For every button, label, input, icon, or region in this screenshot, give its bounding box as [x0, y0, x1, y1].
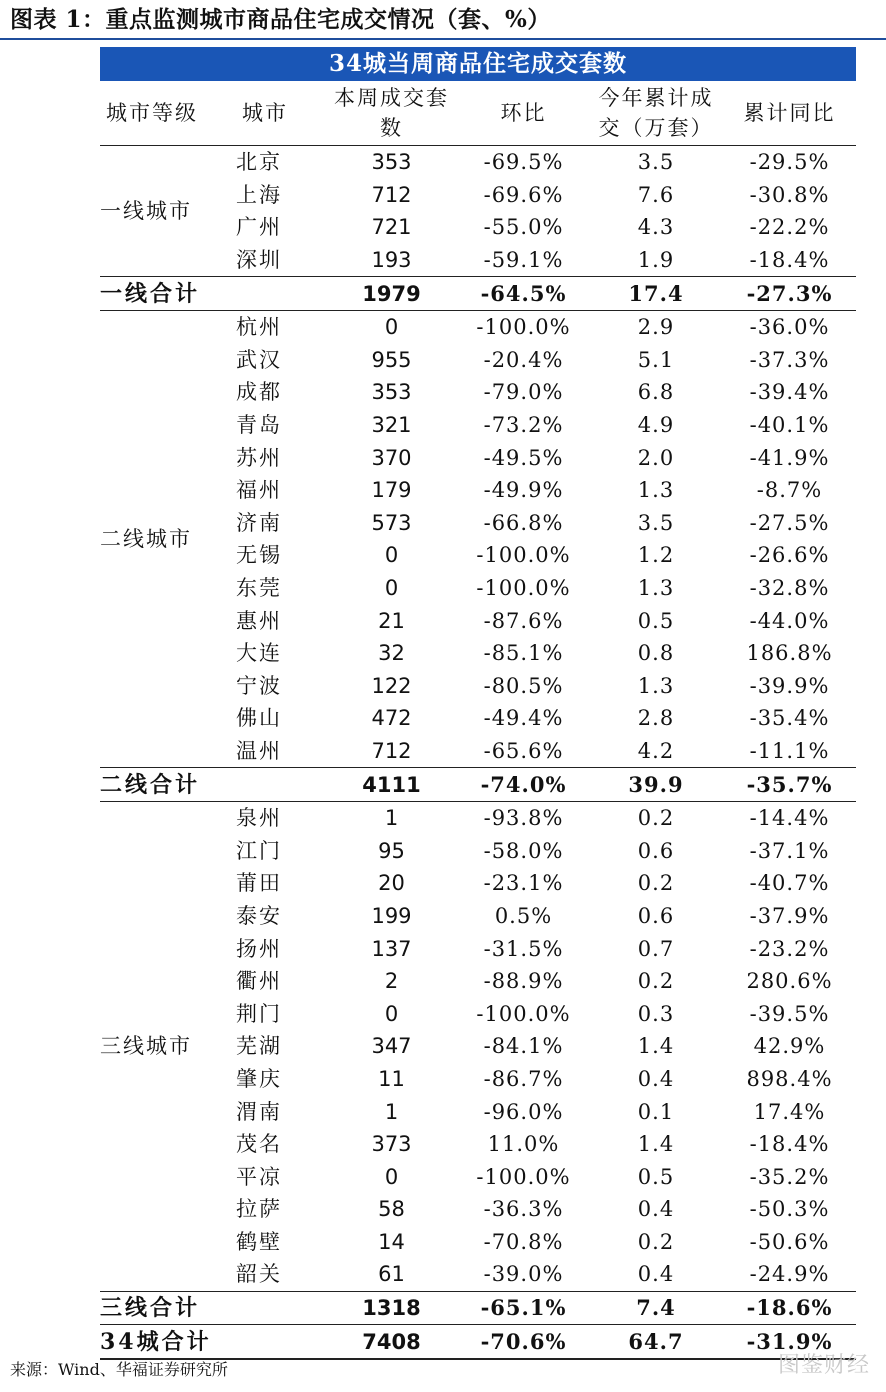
ytd-cumulative-cell: 3.5 — [637, 510, 675, 535]
cumulative-yoy-cell: -39.5% — [749, 1001, 830, 1026]
city-name: 大连 — [236, 641, 282, 666]
subtotal-label: 三线合计 — [100, 1291, 325, 1325]
cumulative-yoy-cell: -50.6% — [749, 1229, 830, 1254]
weekly-units-cell: 0 — [384, 1164, 399, 1189]
ytd-cumulative-cell: 0.7 — [637, 936, 675, 961]
weekly-units-cell: 11 — [378, 1066, 405, 1091]
week-over-week-cell: -58.0% — [483, 838, 564, 863]
subtotal-weekly-units: 1979 — [325, 277, 458, 311]
city-name: 深圳 — [236, 248, 282, 273]
week-over-week-cell: -66.8% — [483, 510, 564, 535]
subtotal-label: 一线合计 — [100, 277, 325, 311]
weekly-units-cell: 58 — [378, 1197, 405, 1222]
ytd-cumulative-cell: 4.9 — [637, 413, 675, 438]
week-over-week-cell: 11.0% — [487, 1132, 560, 1157]
city-name: 无锡 — [236, 543, 282, 568]
grand-total-week-over-week: -70.6% — [458, 1325, 589, 1359]
figure-title: 图表 1：重点监测城市商品住宅成交情况（套、%） — [10, 6, 551, 33]
ytd-cumulative-cell: 1.3 — [637, 673, 675, 698]
cumulative-yoy-cell: -39.4% — [749, 380, 830, 405]
city-tier-label: 二线城市 — [100, 527, 192, 552]
weekly-units-cell: 0 — [384, 1001, 399, 1026]
subtotal-ytd-cumulative: 39.9 — [589, 768, 723, 802]
week-over-week-cell: -100.0% — [476, 543, 571, 568]
city-name: 鹤壁 — [236, 1229, 282, 1254]
header-city-tier: 城市等级 — [100, 81, 236, 146]
ytd-cumulative-cell: 0.4 — [637, 1066, 675, 1091]
week-over-week-cell: -69.5% — [483, 150, 564, 175]
weekly-units-cell: 20 — [378, 871, 405, 896]
week-over-week-cell: -85.1% — [483, 641, 564, 666]
grand-total-row — [100, 1325, 856, 1359]
weekly-units-cell: 353 — [371, 150, 412, 175]
cumulative-yoy-cell: -23.2% — [749, 936, 830, 961]
city-tier-label: 三线城市 — [100, 1034, 192, 1059]
weekly-units-cell: 2 — [384, 969, 399, 994]
cumulative-yoy-cell: 280.6% — [746, 969, 833, 994]
weekly-units-cell: 137 — [371, 936, 412, 961]
city-name: 扬州 — [236, 936, 282, 961]
watermark: 图鉴财经 — [777, 1353, 870, 1378]
cumulative-yoy-cell: -50.3% — [749, 1197, 830, 1222]
weekly-units-cell: 712 — [371, 738, 412, 763]
table-row — [100, 310, 856, 343]
cumulative-yoy-cell: -40.7% — [749, 871, 830, 896]
ytd-cumulative-cell: 2.9 — [637, 315, 675, 340]
city-name: 青岛 — [236, 413, 282, 438]
city-name: 武汉 — [236, 347, 282, 372]
weekly-units-cell: 1 — [384, 1099, 399, 1124]
city-name: 渭南 — [236, 1099, 282, 1124]
city-name: 荆门 — [236, 1001, 282, 1026]
week-over-week-cell: -80.5% — [483, 673, 564, 698]
city-name: 成都 — [236, 380, 282, 405]
ytd-cumulative-cell: 1.4 — [637, 1034, 675, 1059]
city-name: 惠州 — [236, 608, 282, 633]
title-rule — [0, 38, 886, 40]
subtotal-cumulative-yoy: -35.7% — [723, 768, 856, 802]
week-over-week-cell: -39.0% — [483, 1262, 564, 1287]
cumulative-yoy-cell: -39.9% — [749, 673, 830, 698]
weekly-units-cell: 353 — [371, 380, 412, 405]
city-name: 宁波 — [236, 673, 282, 698]
city-name: 拉萨 — [236, 1197, 282, 1222]
ytd-cumulative-cell: 1.2 — [637, 543, 675, 568]
week-over-week-cell: -100.0% — [476, 1001, 571, 1026]
city-name: 福州 — [236, 478, 282, 503]
week-over-week-cell: -79.0% — [483, 380, 564, 405]
cumulative-yoy-cell: 898.4% — [746, 1066, 833, 1091]
grand-total-cumulative-yoy: -31.9% — [723, 1325, 856, 1359]
weekly-units-cell: 712 — [371, 182, 412, 207]
weekly-units-cell: 0 — [384, 576, 399, 601]
cumulative-yoy-cell: -11.1% — [749, 738, 830, 763]
week-over-week-cell: -49.9% — [483, 478, 564, 503]
subtotal-row — [100, 277, 856, 311]
cumulative-yoy-cell: -26.6% — [749, 543, 830, 568]
week-over-week-cell: -88.9% — [483, 969, 564, 994]
header-row — [100, 81, 856, 146]
city-name: 肇庆 — [236, 1066, 282, 1091]
header-weekly-units: 本周成交套数 — [325, 81, 458, 146]
cumulative-yoy-cell: -37.1% — [749, 838, 830, 863]
week-over-week-cell: -70.8% — [483, 1229, 564, 1254]
ytd-cumulative-cell: 0.2 — [637, 1229, 675, 1254]
week-over-week-cell: -49.4% — [483, 706, 564, 731]
week-over-week-cell: -20.4% — [483, 347, 564, 372]
subtotal-cumulative-yoy: -27.3% — [723, 277, 856, 311]
city-tier-label: 一线城市 — [100, 199, 192, 224]
week-over-week-cell: -55.0% — [483, 215, 564, 240]
weekly-units-cell: 122 — [371, 673, 412, 698]
header-city: 城市 — [236, 81, 325, 146]
week-over-week-cell: -100.0% — [476, 576, 571, 601]
source-note: 来源：Wind、华福证券研究所 — [10, 1360, 228, 1379]
weekly-units-cell: 179 — [371, 478, 412, 503]
cumulative-yoy-cell: -40.1% — [749, 413, 830, 438]
cumulative-yoy-cell: -41.9% — [749, 445, 830, 470]
city-name: 温州 — [236, 738, 282, 763]
city-name: 衢州 — [236, 969, 282, 994]
ytd-cumulative-cell: 0.5 — [637, 1164, 675, 1189]
city-name: 泰安 — [236, 903, 282, 928]
weekly-units-cell: 721 — [371, 215, 412, 240]
cumulative-yoy-cell: 42.9% — [753, 1034, 826, 1059]
cumulative-yoy-cell: -44.0% — [749, 608, 830, 633]
subtotal-week-over-week: -74.0% — [458, 768, 589, 802]
cumulative-yoy-cell: -30.8% — [749, 182, 830, 207]
table-body — [100, 146, 856, 1359]
cumulative-yoy-cell: -29.5% — [749, 150, 830, 175]
cumulative-yoy-cell: -8.7% — [756, 478, 823, 503]
subtotal-weekly-units: 4111 — [325, 768, 458, 802]
cumulative-yoy-cell: -35.2% — [749, 1164, 830, 1189]
ytd-cumulative-cell: 7.6 — [637, 182, 675, 207]
week-over-week-cell: -86.7% — [483, 1066, 564, 1091]
ytd-cumulative-cell: 0.2 — [637, 806, 675, 831]
week-over-week-cell: -23.1% — [483, 871, 564, 896]
weekly-units-cell: 0 — [384, 315, 399, 340]
cumulative-yoy-cell: -35.4% — [749, 706, 830, 731]
week-over-week-cell: -69.6% — [483, 182, 564, 207]
cumulative-yoy-cell: -18.4% — [749, 1132, 830, 1157]
weekly-units-cell: 373 — [371, 1132, 412, 1157]
subtotal-ytd-cumulative: 7.4 — [589, 1291, 723, 1325]
cumulative-yoy-cell: -22.2% — [749, 215, 830, 240]
city-name: 苏州 — [236, 445, 282, 470]
week-over-week-cell: -93.8% — [483, 806, 564, 831]
weekly-units-cell: 32 — [378, 641, 405, 666]
ytd-cumulative-cell: 0.2 — [637, 871, 675, 896]
header-ytd-cumulative: 今年累计成交（万套） — [589, 81, 723, 146]
header-cumulative-yoy: 累计同比 — [723, 81, 856, 146]
weekly-units-cell: 95 — [378, 838, 405, 863]
table-row — [100, 801, 856, 834]
table-band-title: 34城当周商品住宅成交套数 — [100, 47, 856, 81]
city-name: 上海 — [236, 182, 282, 207]
subtotal-row — [100, 768, 856, 802]
city-name: 北京 — [236, 150, 282, 175]
city-name: 杭州 — [236, 315, 282, 340]
ytd-cumulative-cell: 2.0 — [637, 445, 675, 470]
week-over-week-cell: -100.0% — [476, 315, 571, 340]
cumulative-yoy-cell: -27.5% — [749, 510, 830, 535]
ytd-cumulative-cell: 3.5 — [637, 150, 675, 175]
ytd-cumulative-cell: 0.8 — [637, 641, 675, 666]
city-name: 茂名 — [236, 1132, 282, 1157]
cumulative-yoy-cell: -36.0% — [749, 315, 830, 340]
city-name: 芜湖 — [236, 1034, 282, 1059]
ytd-cumulative-cell: 0.5 — [637, 608, 675, 633]
ytd-cumulative-cell: 1.4 — [637, 1132, 675, 1157]
week-over-week-cell: -31.5% — [483, 936, 564, 961]
ytd-cumulative-cell: 1.3 — [637, 478, 675, 503]
weekly-units-cell: 955 — [371, 347, 412, 372]
city-name: 莆田 — [236, 871, 282, 896]
weekly-units-cell: 61 — [378, 1262, 405, 1287]
city-name: 佛山 — [236, 706, 282, 731]
subtotal-label: 二线合计 — [100, 768, 325, 802]
ytd-cumulative-cell: 0.4 — [637, 1262, 675, 1287]
ytd-cumulative-cell: 4.3 — [637, 215, 675, 240]
weekly-units-cell: 370 — [371, 445, 412, 470]
city-name: 广州 — [236, 215, 282, 240]
cumulative-yoy-cell: -32.8% — [749, 576, 830, 601]
ytd-cumulative-cell: 0.6 — [637, 838, 675, 863]
subtotal-week-over-week: -65.1% — [458, 1291, 589, 1325]
weekly-units-cell: 199 — [371, 903, 412, 928]
header-week-over-week: 环比 — [458, 81, 589, 146]
ytd-cumulative-cell: 5.1 — [637, 347, 675, 372]
table-row — [100, 146, 856, 179]
grand-total-weekly-units: 7408 — [325, 1325, 458, 1359]
week-over-week-cell: -84.1% — [483, 1034, 564, 1059]
subtotal-weekly-units: 1318 — [325, 1291, 458, 1325]
ytd-cumulative-cell: 2.8 — [637, 706, 675, 731]
ytd-cumulative-cell: 1.3 — [637, 576, 675, 601]
ytd-cumulative-cell: 6.8 — [637, 380, 675, 405]
weekly-units-cell: 193 — [371, 248, 412, 273]
weekly-units-cell: 472 — [371, 706, 412, 731]
cumulative-yoy-cell: -37.3% — [749, 347, 830, 372]
week-over-week-cell: -96.0% — [483, 1099, 564, 1124]
cumulative-yoy-cell: 17.4% — [753, 1099, 826, 1124]
weekly-units-cell: 21 — [378, 608, 405, 633]
ytd-cumulative-cell: 0.6 — [637, 903, 675, 928]
city-name: 泉州 — [236, 806, 282, 831]
ytd-cumulative-cell: 4.2 — [637, 738, 675, 763]
grand-total-label: 34城合计 — [100, 1325, 325, 1359]
ytd-cumulative-cell: 1.9 — [637, 248, 675, 273]
week-over-week-cell: -73.2% — [483, 413, 564, 438]
city-name: 平凉 — [236, 1164, 282, 1189]
week-over-week-cell: -100.0% — [476, 1164, 571, 1189]
week-over-week-cell: -36.3% — [483, 1197, 564, 1222]
week-over-week-cell: 0.5% — [494, 903, 553, 928]
city-name: 济南 — [236, 510, 282, 535]
weekly-units-cell: 14 — [378, 1229, 405, 1254]
cumulative-yoy-cell: 186.8% — [746, 641, 833, 666]
subtotal-week-over-week: -64.5% — [458, 277, 589, 311]
weekly-units-cell: 0 — [384, 543, 399, 568]
city-name: 东莞 — [236, 576, 282, 601]
week-over-week-cell: -59.1% — [483, 248, 564, 273]
weekly-units-cell: 573 — [371, 510, 412, 535]
subtotal-ytd-cumulative: 17.4 — [589, 277, 723, 311]
subtotal-row — [100, 1291, 856, 1325]
city-name: 江门 — [236, 838, 282, 863]
week-over-week-cell: -87.6% — [483, 608, 564, 633]
week-over-week-cell: -65.6% — [483, 738, 564, 763]
subtotal-cumulative-yoy: -18.6% — [723, 1291, 856, 1325]
grand-total-ytd-cumulative: 64.7 — [589, 1325, 723, 1359]
ytd-cumulative-cell: 0.2 — [637, 969, 675, 994]
weekly-units-cell: 347 — [371, 1034, 412, 1059]
city-name: 韶关 — [236, 1262, 282, 1287]
ytd-cumulative-cell: 0.1 — [637, 1099, 675, 1124]
week-over-week-cell: -49.5% — [483, 445, 564, 470]
cumulative-yoy-cell: -37.9% — [749, 903, 830, 928]
cumulative-yoy-cell: -18.4% — [749, 248, 830, 273]
ytd-cumulative-cell: 0.3 — [637, 1001, 675, 1026]
cumulative-yoy-cell: -24.9% — [749, 1262, 830, 1287]
ytd-cumulative-cell: 0.4 — [637, 1197, 675, 1222]
weekly-units-cell: 321 — [371, 413, 412, 438]
housing-transactions-table — [100, 81, 856, 1360]
cumulative-yoy-cell: -14.4% — [749, 806, 830, 831]
weekly-units-cell: 1 — [384, 806, 399, 831]
